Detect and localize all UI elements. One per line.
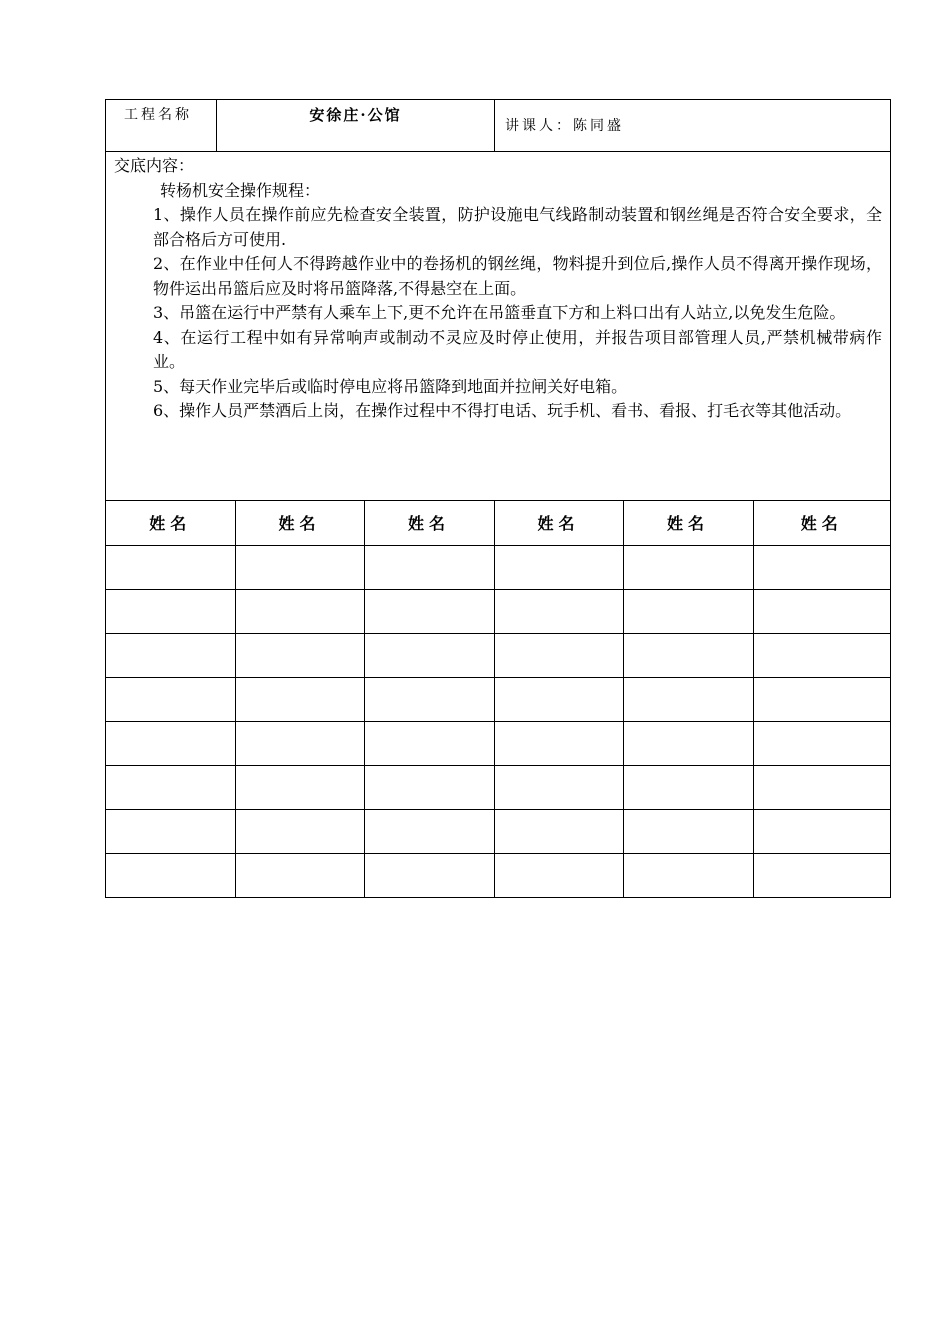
signature-cell[interactable]: [753, 589, 890, 633]
name-column-header: 姓名: [623, 501, 753, 545]
signature-cell[interactable]: [235, 677, 364, 721]
signature-cell[interactable]: [623, 545, 753, 589]
table-row: [106, 633, 890, 677]
signature-cell[interactable]: [494, 589, 623, 633]
signature-cell[interactable]: [106, 853, 235, 897]
signature-table: [106, 501, 890, 897]
signature-cell[interactable]: [753, 853, 890, 897]
signature-cell[interactable]: [753, 545, 890, 589]
signature-cell[interactable]: [753, 721, 890, 765]
signature-cell[interactable]: [623, 677, 753, 721]
signature-cell[interactable]: [106, 721, 235, 765]
table-row: [106, 677, 890, 721]
signature-cell[interactable]: [235, 765, 364, 809]
briefing-content: [106, 152, 890, 501]
signature-cell[interactable]: [235, 809, 364, 853]
table-row: [106, 853, 890, 897]
signature-cell[interactable]: [623, 721, 753, 765]
signature-cell[interactable]: [235, 589, 364, 633]
signature-cell[interactable]: [364, 853, 494, 897]
name-column-header: 姓名: [753, 501, 890, 545]
signature-cell[interactable]: [235, 721, 364, 765]
rule-item-6: 6、操作人员严禁酒后上岗，在操作过程中不得打电话、玩手机、看书、看报、打毛衣等其他活动。: [153, 401, 852, 420]
signature-cell[interactable]: [364, 721, 494, 765]
rule-item-1: 1、操作人员在操作前应先检查安全装置，防护设施电气线路制动装置和钢丝绳是否符合安全要求，全部合格后方可使用.: [153, 205, 882, 249]
signature-cell[interactable]: [106, 809, 235, 853]
lecturer-field: 讲课人：陈同盛: [505, 118, 624, 134]
rule-item-5: 5、每天作业完毕后或临时停电应将吊篮降到地面并拉闸关好电箱。: [153, 376, 628, 396]
signature-cell[interactable]: [623, 633, 753, 677]
table-header-row: [106, 501, 890, 545]
signature-cell[interactable]: [623, 589, 753, 633]
signature-cell[interactable]: [235, 545, 364, 589]
name-column-header: 姓名: [364, 501, 494, 545]
project-name-value: 安徐庄·公馆: [217, 100, 495, 151]
table-row: [106, 809, 890, 853]
signature-cell[interactable]: [494, 721, 623, 765]
signature-cell[interactable]: [364, 677, 494, 721]
name-column-header: 姓名: [494, 501, 623, 545]
content-title: 交底内容：: [114, 156, 195, 175]
signature-cell[interactable]: [494, 853, 623, 897]
table-row: [106, 721, 890, 765]
signature-cell[interactable]: [364, 633, 494, 677]
signature-cell[interactable]: [106, 633, 235, 677]
signature-cell[interactable]: [494, 633, 623, 677]
rule-item-4: 4、在运行工程中如有异常响声或制动不灵应及时停止使用，并报告项目部管理人员,严禁机械带病作业。: [153, 327, 882, 371]
rule-item-2: 2、在作业中任何人不得跨越作业中的卷扬机的钢丝绳，物料提升到位后,操作人员不得离开操作现场，物件运出吊篮后应及时将吊篮降落,不得悬空在上面。: [153, 254, 882, 298]
signature-cell[interactable]: [494, 677, 623, 721]
signature-cell[interactable]: [753, 765, 890, 809]
name-column-header: 姓名: [235, 501, 364, 545]
project-name-label: 工程名称: [106, 100, 217, 151]
signature-cell[interactable]: [753, 809, 890, 853]
signature-cell[interactable]: [494, 545, 623, 589]
signature-cell[interactable]: [364, 765, 494, 809]
briefing-form: [105, 99, 891, 898]
table-row: [106, 589, 890, 633]
signature-cell[interactable]: [235, 853, 364, 897]
signature-cell[interactable]: [753, 677, 890, 721]
signature-cell[interactable]: [364, 545, 494, 589]
signature-cell[interactable]: [106, 765, 235, 809]
signature-cell[interactable]: [106, 545, 235, 589]
signature-cell[interactable]: [753, 633, 890, 677]
signature-cell[interactable]: [235, 633, 364, 677]
signature-cell[interactable]: [106, 677, 235, 721]
signature-cell[interactable]: [494, 809, 623, 853]
signature-cell[interactable]: [623, 853, 753, 897]
header-row: [106, 100, 890, 152]
signature-cell[interactable]: [623, 765, 753, 809]
signature-cell[interactable]: [623, 809, 753, 853]
signature-cell[interactable]: [106, 589, 235, 633]
signature-cell[interactable]: [364, 809, 494, 853]
content-subtitle: 转杨机安全操作规程：: [160, 180, 321, 200]
signature-cell[interactable]: [494, 765, 623, 809]
rule-item-3: 3、吊篮在运行中严禁有人乘车上下,更不允许在吊篮垂直下方和上料口出有人站立,以免发生危险。: [153, 303, 846, 322]
signature-cell[interactable]: [364, 589, 494, 633]
table-row: [106, 765, 890, 809]
table-row: [106, 545, 890, 589]
name-column-header: 姓名: [106, 501, 235, 545]
